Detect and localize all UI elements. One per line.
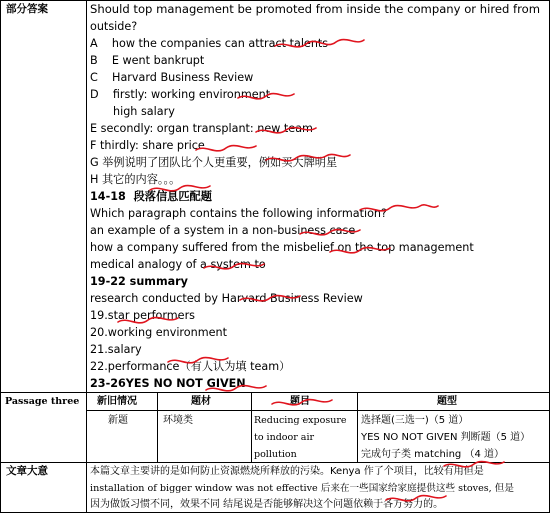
answer-21: 21.salary	[90, 343, 142, 356]
answer-f: F thirdly: share price	[90, 139, 205, 152]
pen-stroke-4	[196, 146, 256, 151]
section-heading-23-26: 23-26YES NO NOT GIVEN	[90, 377, 246, 390]
cell-type-line-2: YES NO NOT GIVEN 判断题（5 道）	[361, 432, 531, 443]
answers-label: 部分答案	[6, 3, 48, 15]
answer-19: 19.star performers	[90, 309, 195, 322]
cell-title-line-3: pollution	[254, 449, 297, 460]
summary-line-1: 本篇文章主要讲的是如何防止资源燃烧所释放的污染。Kenya 作了个项目，比较有用但是	[90, 466, 484, 477]
answer-22: 22.performance（有人认为填 team）	[90, 360, 291, 373]
section-heading-19-22: 19-22 summary	[90, 275, 188, 288]
question-line-2: outside?	[90, 20, 138, 33]
cell-type-line-3: 完成句子类 matching （4 道）	[361, 449, 504, 460]
cell-topic: 环境类	[163, 415, 193, 426]
cell-title-line-1: Reducing exposure	[254, 415, 347, 426]
header-status: 新旧情况	[97, 396, 137, 407]
row-divider-answers	[0, 392, 550, 393]
answer-a: A how the companies can attract talents	[90, 37, 329, 50]
header-title: 题目	[290, 396, 310, 407]
cell-status: 新题	[108, 415, 128, 426]
subtable-header-divider	[86, 410, 550, 411]
answer-e: E secondly: organ transplant: new team	[90, 122, 313, 135]
answer-line-16: medical analogy of a system to	[90, 258, 266, 271]
section-heading-14-18: 14-18 段落信息匹配题	[90, 190, 212, 203]
answer-d: D firstly: working environment	[90, 88, 271, 101]
summary-line-2: installation of bigger window was not effective 后来在一些国家给家庭提供这些 stoves, 但是	[90, 483, 514, 494]
question-line-1: Should top management be promoted from inside the company or hired from	[90, 2, 540, 16]
summary-line-3: 因为做饭习惯不同，效果不同 结尾说是否能够解决这个问题依赖于各方努力的。	[90, 499, 444, 510]
cell-title-line-2: to indoor air	[254, 432, 315, 443]
answer-c: C Harvard Business Review	[90, 71, 254, 84]
answer-d-continued: high salary	[113, 105, 175, 118]
answer-h: H 其它的内容。。。	[90, 173, 181, 186]
label-column-divider	[86, 0, 87, 513]
subtable-col-divider-2	[251, 392, 252, 462]
table-border-left	[0, 0, 1, 513]
passage-label: Passage three	[5, 396, 80, 407]
summary-label: 文章大意	[6, 465, 48, 477]
answer-line-15: how a company suffered from the misbelief on the top management	[90, 241, 474, 254]
subtable-col-divider-3	[357, 392, 358, 462]
cell-type-line-1: 选择题(三选一)（5 道）	[361, 415, 469, 426]
answer-line-which: Which paragraph contains the following information?	[90, 207, 387, 220]
answer-20: 20.working environment	[90, 326, 227, 339]
subtable-col-divider-1	[157, 392, 158, 462]
header-topic: 题材	[191, 396, 211, 407]
header-type: 题型	[437, 396, 457, 407]
answer-g: G 举例说明了团队比个人更重要，例如买大牌明星	[90, 156, 338, 169]
answer-b: B E went bankrupt	[90, 54, 205, 67]
answer-line-14: an example of a system in a non-business case	[90, 224, 356, 237]
answer-line-research: research conducted by Harvard Business Review	[90, 292, 363, 305]
